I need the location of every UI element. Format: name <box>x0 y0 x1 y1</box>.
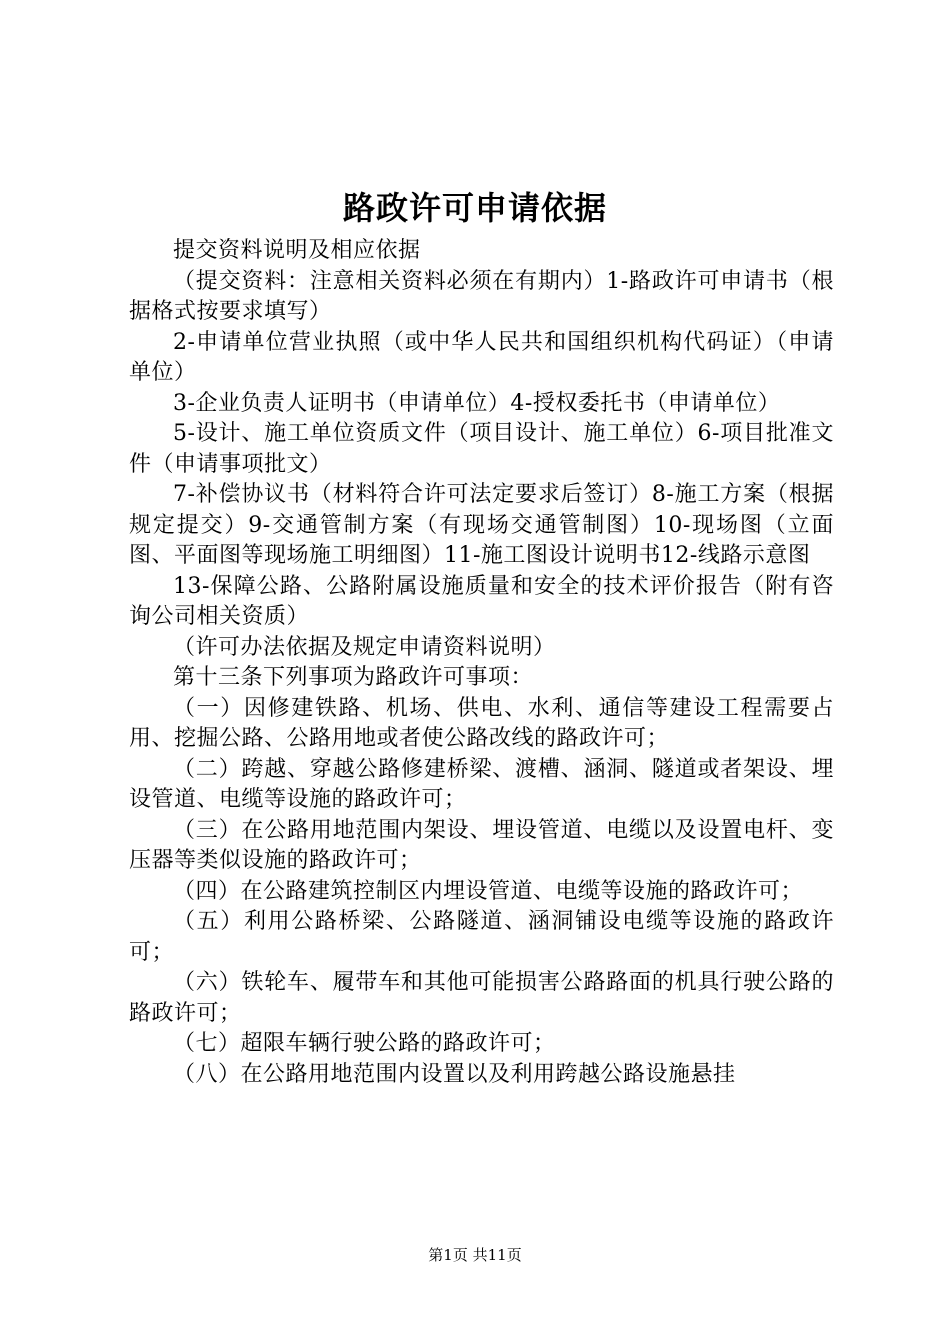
paragraph: 2-申请单位营业执照（或中华人民共和国组织机构代码证）（申请单位） <box>129 329 834 385</box>
page-footer: 第1页 共11页 <box>428 1246 522 1264</box>
paragraph: 7-补偿协议书（材料符合许可法定要求后签订）8-施工方案（根据规定提交）9-交通管制方案（有现场交通管制图）10-现场图（立面图、平面图等现场施工明细图）11-施工图设计说明书12-线路示意图 <box>129 482 834 568</box>
paragraph: （三）在公路用地范围内架设、埋设管道、电缆以及设置电杆、变压器等类似设施的路政许可； <box>129 817 834 873</box>
paragraph: 3-企业负责人证明书（申请单位）4-授权委托书（申请单位） <box>173 390 781 416</box>
paragraph: （提交资料：注意相关资料必须在有期内）1-路政许可申请书（根据格式按要求填写） <box>129 268 834 324</box>
paragraph: （四）在公路建筑控制区内埋设管道、电缆等设施的路政许可； <box>173 878 804 904</box>
paragraph: 第十三条下列事项为路政许可事项： <box>173 665 534 690</box>
document-body <box>129 236 834 1090</box>
paragraph: （五）利用公路桥梁、公路隧道、涵洞铺设电缆等设施的路政许可； <box>129 909 834 965</box>
paragraph: （七）超限车辆行驶公路的路政许可； <box>173 1031 556 1056</box>
paragraph: 提交资料说明及相应依据 <box>173 238 421 263</box>
paragraph: （一）因修建铁路、机场、供电、水利、通信等建设工程需要占用、挖掘公路、公路用地或者使公路改线的路政许可； <box>129 695 834 751</box>
paragraph: （二）跨越、穿越公路修建桥梁、渡槽、涵洞、隧道或者架设、埋设管道、电缆等设施的路政许可； <box>129 756 834 812</box>
paragraph: （八）在公路用地范围内设置以及利用跨越公路设施悬挂 <box>173 1061 736 1087</box>
paragraph: 13-保障公路、公路附属设施质量和安全的技术评价报告（附有咨询公司相关资质） <box>129 573 834 629</box>
document-title: 路政许可申请依据 <box>342 189 607 227</box>
paragraph: （六）铁轮车、履带车和其他可能损害公路路面的机具行驶公路的路政许可； <box>129 970 834 1026</box>
paragraph: （许可办法依据及规定申请资料说明） <box>173 634 556 660</box>
paragraph: 5-设计、施工单位资质文件（项目设计、施工单位）6-项目批准文件（申请事项批文） <box>129 421 834 477</box>
